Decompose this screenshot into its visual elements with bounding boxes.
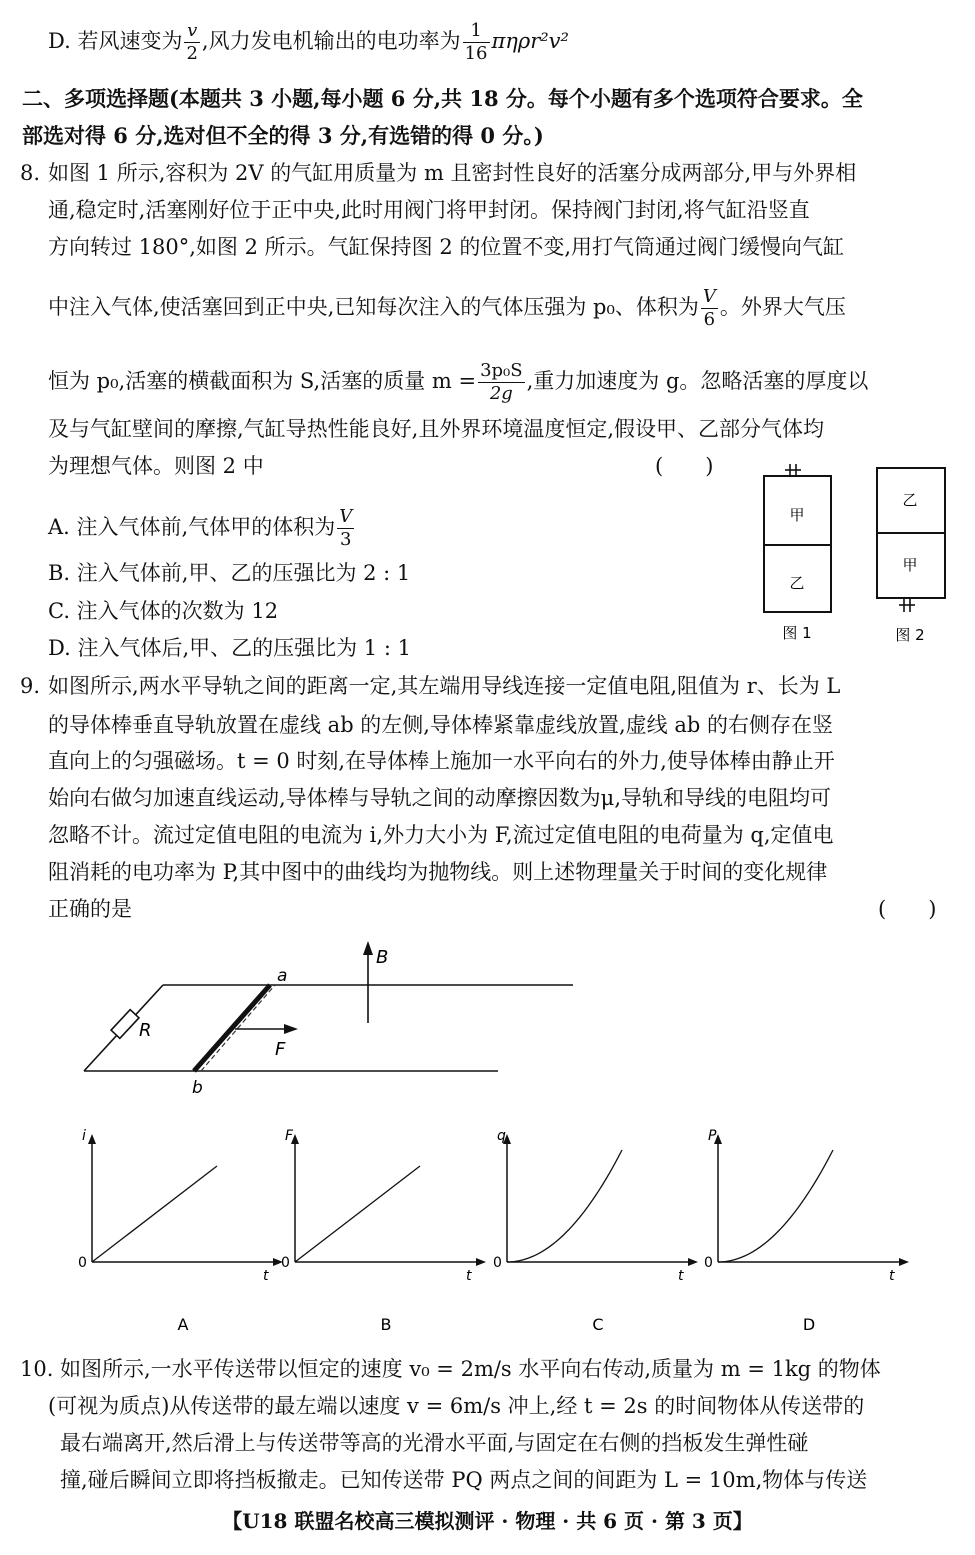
q8-line2: 通,稳定时,活塞刚好位于正中央,此时用阀门将甲封闭。保持阀门封闭,将气缸沿竖直 — [48, 198, 810, 222]
fig1-top-label: 甲 — [789, 506, 805, 524]
section2-header-line1: 二、多项选择题(本题共 3 小题,每小题 6 分,共 18 分。每个小题有多个选项符合要求。全 — [22, 86, 863, 111]
q7d-mid: ,风力发电机输出的电功率为 — [201, 29, 461, 53]
graph-curve — [295, 1166, 420, 1262]
force-arrowhead-icon — [284, 1024, 298, 1034]
graph-x-label: t — [678, 1268, 684, 1284]
graph-caption: B — [380, 1315, 392, 1334]
graph-y-label: q — [497, 1128, 506, 1144]
graph-curve — [507, 1150, 622, 1262]
section2-header-line2: 部选对得 6 分,选对但不全的得 3 分,有选错的得 0 分。) — [22, 123, 544, 148]
page-footer: 【U18 联盟名校高三模拟测评 · 物理 · 共 6 页 · 第 3 页】 — [222, 1509, 753, 1533]
fig2-caption: 图 2 — [895, 626, 925, 644]
q8-line5: 恒为 p₀,活塞的横截面积为 S,活塞的质量 m = $\frac{\text{3p₀S}}{2g}$ ,重力加速度为 g。忽略活塞的厚度以 — [48, 360, 869, 404]
fig2-bottom-label: 甲 — [902, 556, 918, 574]
graph-D — [704, 1128, 909, 1334]
graph-curve — [92, 1166, 217, 1262]
fig2-top-label: 乙 — [902, 491, 918, 509]
fig1-cylinder — [764, 464, 831, 642]
y-axis-arrow-icon — [88, 1134, 96, 1144]
graph-y-label: F — [285, 1128, 294, 1144]
graph-x-label: t — [466, 1268, 472, 1284]
q8-option-c: C. 注入气体的次数为 12 — [48, 599, 279, 623]
q9-line4: 始向右做匀加速直线运动,导体棒与导轨之间的动摩擦因数为μ,导轨和导线的电阻均可 — [48, 786, 831, 810]
q8-line6: 及与气缸壁间的摩擦,气缸导热性能良好,且外界环境温度恒定,假设甲、乙部分气体均 — [48, 417, 825, 441]
force-label: F — [275, 1039, 286, 1060]
graph-origin-label: 0 — [281, 1255, 290, 1271]
x-axis-arrow-icon — [688, 1258, 698, 1266]
x-axis-arrow-icon — [899, 1258, 909, 1266]
graph-caption: C — [592, 1315, 604, 1334]
graph-curve — [718, 1150, 833, 1262]
q8-fraction-v-over-6: $\frac{V}{6}$ — [702, 286, 716, 330]
q9-line2: 的导体棒垂直导轨放置在虚线 ab 的左侧,导体棒紧靠虚线放置,虚线 ab 的右侧存在竖 — [48, 713, 833, 737]
graph-caption: D — [802, 1315, 816, 1334]
q9-answer-paren: ( ) — [878, 897, 937, 921]
q8-cylinder-figures — [755, 458, 955, 648]
q8-fraction-mass: $\frac{\text{3p₀S}}{2g}$ — [480, 360, 523, 404]
q9-rail-diagram — [70, 935, 590, 1105]
point-a-label: a — [277, 966, 288, 986]
q8-option-a: A. 注入气体前,气体甲的体积为 $\frac{V}{3}$ — [48, 506, 353, 550]
q8-line7: 为理想气体。则图 2 中 — [48, 454, 264, 478]
q7d-tail: πηρr²v² — [491, 29, 569, 53]
q8-number: 8. — [20, 161, 41, 185]
graph-y-label: P — [708, 1128, 717, 1144]
graph-B — [281, 1128, 486, 1334]
field-label: B — [376, 947, 389, 968]
q7d-fraction-v-over-2: $\frac{v}{2}$ — [186, 20, 198, 64]
fig1-caption: 图 1 — [782, 624, 812, 642]
q10-line4: 撞,碰后瞬间立即将挡板撤走。已知传送带 PQ 两点之间的间距为 L = 10m,物体与传送 — [60, 1468, 868, 1492]
graph-x-label: t — [263, 1268, 269, 1284]
field-arrowhead-icon — [363, 941, 373, 955]
q10-line1: 如图所示,一水平传送带以恒定的速度 v₀ = 2m/s 水平向右传动,质量为 m = 1kg 的物体 — [60, 1357, 881, 1381]
q9-line3: 直向上的匀强磁场。t = 0 时刻,在导体棒上施加一水平向右的外力,使导体棒由静止开 — [48, 749, 835, 773]
resistor-icon — [111, 1010, 139, 1039]
graph-caption: A — [177, 1315, 189, 1334]
fig2-cylinder — [877, 468, 945, 644]
q8-line4: 中注入气体,使活塞回到正中央,已知每次注入的气体压强为 p₀、体积为 $\frac{V}{6}$ 。外界大气压 — [48, 286, 846, 330]
point-b-label: b — [192, 1078, 203, 1098]
q7-option-d — [48, 20, 569, 65]
resistor-label: R — [139, 1020, 152, 1041]
q10-line3: 最右端离开,然后滑上与传送带等高的光滑水平面,与固定在右侧的挡板发生弹性碰 — [60, 1431, 809, 1455]
q9-line7: 正确的是 — [48, 897, 132, 921]
q9-line1: 如图所示,两水平导轨之间的距离一定,其左端用导线连接一定值电阻,阻值为 r、长为 L — [48, 674, 841, 698]
q9-line6: 阻消耗的电功率为 P,其中图中的曲线均为抛物线。则上述物理量关于时间的变化规律 — [48, 860, 828, 884]
q10-line2: (可视为质点)从传送带的最左端以速度 v = 6m/s 冲上,经 t = 2s 的时间物体从传送带的 — [48, 1394, 865, 1418]
graph-y-label: i — [82, 1128, 86, 1144]
q9-graphs — [70, 1120, 930, 1345]
q8-line1: 如图 1 所示,容积为 2V 的气缸用质量为 m 且密封性良好的活塞分成两部分,甲与外界相 — [48, 161, 857, 185]
q8-answer-paren: ( ) — [655, 454, 714, 478]
q8-option-d: D. 注入气体后,甲、乙的压强比为 1 : 1 — [48, 636, 411, 660]
q9-line5: 忽略不计。流过定值电阻的电流为 i,外力大小为 F,流过定值电阻的电荷量为 q,定值电 — [48, 823, 834, 847]
q9-number: 9. — [20, 674, 41, 698]
x-axis-arrow-icon — [476, 1258, 486, 1266]
q10-number: 10. — [20, 1357, 54, 1381]
q8-line3: 方向转过 180°,如图 2 所示。气缸保持图 2 的位置不变,用打气筒通过阀门缓慢向气缸 — [48, 235, 845, 259]
fig1-bottom-label: 乙 — [789, 574, 805, 592]
graph-C — [493, 1128, 698, 1334]
q7d-fraction-1-over-16: $\frac{1}{16}$ — [464, 20, 488, 64]
graph-x-label: t — [889, 1268, 895, 1284]
graph-origin-label: 0 — [78, 1255, 87, 1271]
q7d-label: D. 若风速变为 — [48, 29, 183, 53]
graph-origin-label: 0 — [493, 1255, 502, 1271]
graph-origin-label: 0 — [704, 1255, 713, 1271]
graph-A — [78, 1128, 283, 1334]
q8-option-b: B. 注入气体前,甲、乙的压强比为 2 : 1 — [48, 561, 411, 585]
q8-optA-fraction: $\frac{V}{3}$ — [339, 506, 353, 550]
